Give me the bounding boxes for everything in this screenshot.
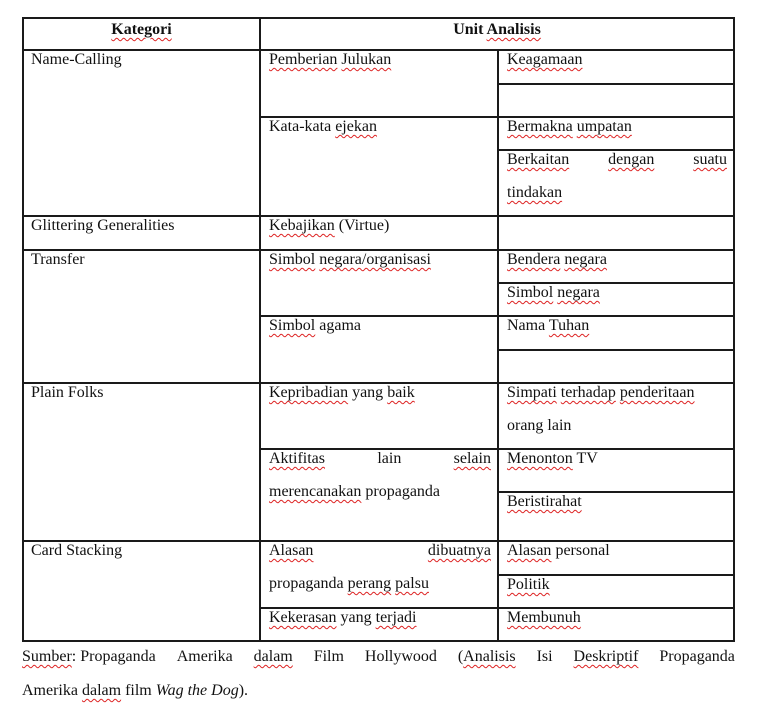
unit-cell: Kata-kata ejekan — [269, 118, 377, 135]
unit-cell: Simbol negara/organisasi — [269, 251, 431, 268]
unit-cell: Simbol agama — [269, 317, 361, 334]
subunit-cell: Alasan personal — [507, 542, 610, 559]
kategori-name-calling: Name-Calling — [31, 51, 122, 68]
header-kategori: Kategori — [111, 21, 172, 38]
subunit-cell: Beristirahat — [507, 493, 582, 510]
kategori-transfer: Transfer — [31, 251, 85, 268]
subunit-cell: Menonton TV — [507, 450, 598, 467]
subunit-cell: Simbol negara — [507, 284, 600, 301]
subunit-cell: Keagamaan — [507, 51, 583, 68]
kategori-glittering-generalities: Glittering Generalities — [31, 217, 175, 234]
header-unit-analisis: Unit Analisis — [453, 21, 541, 38]
unit-cell: Kekerasan yang terjadi — [269, 609, 417, 626]
kategori-plain-folks: Plain Folks — [31, 384, 104, 401]
subunit-cell: Membunuh — [507, 609, 581, 626]
subunit-cell: Bermakna umpatan — [507, 118, 632, 135]
kategori-card-stacking: Card Stacking — [31, 542, 123, 559]
film-title: Wag the Dog — [155, 682, 239, 699]
unit-cell: Kebajikan (Virtue) — [269, 217, 390, 234]
table-source-caption: Sumber: Propaganda Amerika dalam Film Hollywood (Analisis Isi Deskriptif Propaganda Amerika dalam film Wag the Dog). — [22, 648, 735, 699]
propaganda-category-table — [22, 17, 735, 642]
subunit-cell: Bendera negara — [507, 251, 607, 268]
unit-cell: Kepribadian yang baik — [269, 384, 415, 401]
subunit-cell: Politik — [507, 576, 550, 593]
subunit-cell: Nama Tuhan — [507, 317, 590, 334]
unit-cell: Pemberian Julukan — [269, 51, 392, 68]
subunit-cell: Simpati terhadap penderitaan orang lain — [507, 384, 695, 434]
unit-cell: Aktifitas lain selain merencanakan propaganda — [269, 450, 491, 500]
unit-cell: Alasan dibuatnya propaganda perang palsu — [269, 542, 491, 592]
subunit-cell: Berkaitan dengan suatu tindakan — [507, 151, 727, 201]
